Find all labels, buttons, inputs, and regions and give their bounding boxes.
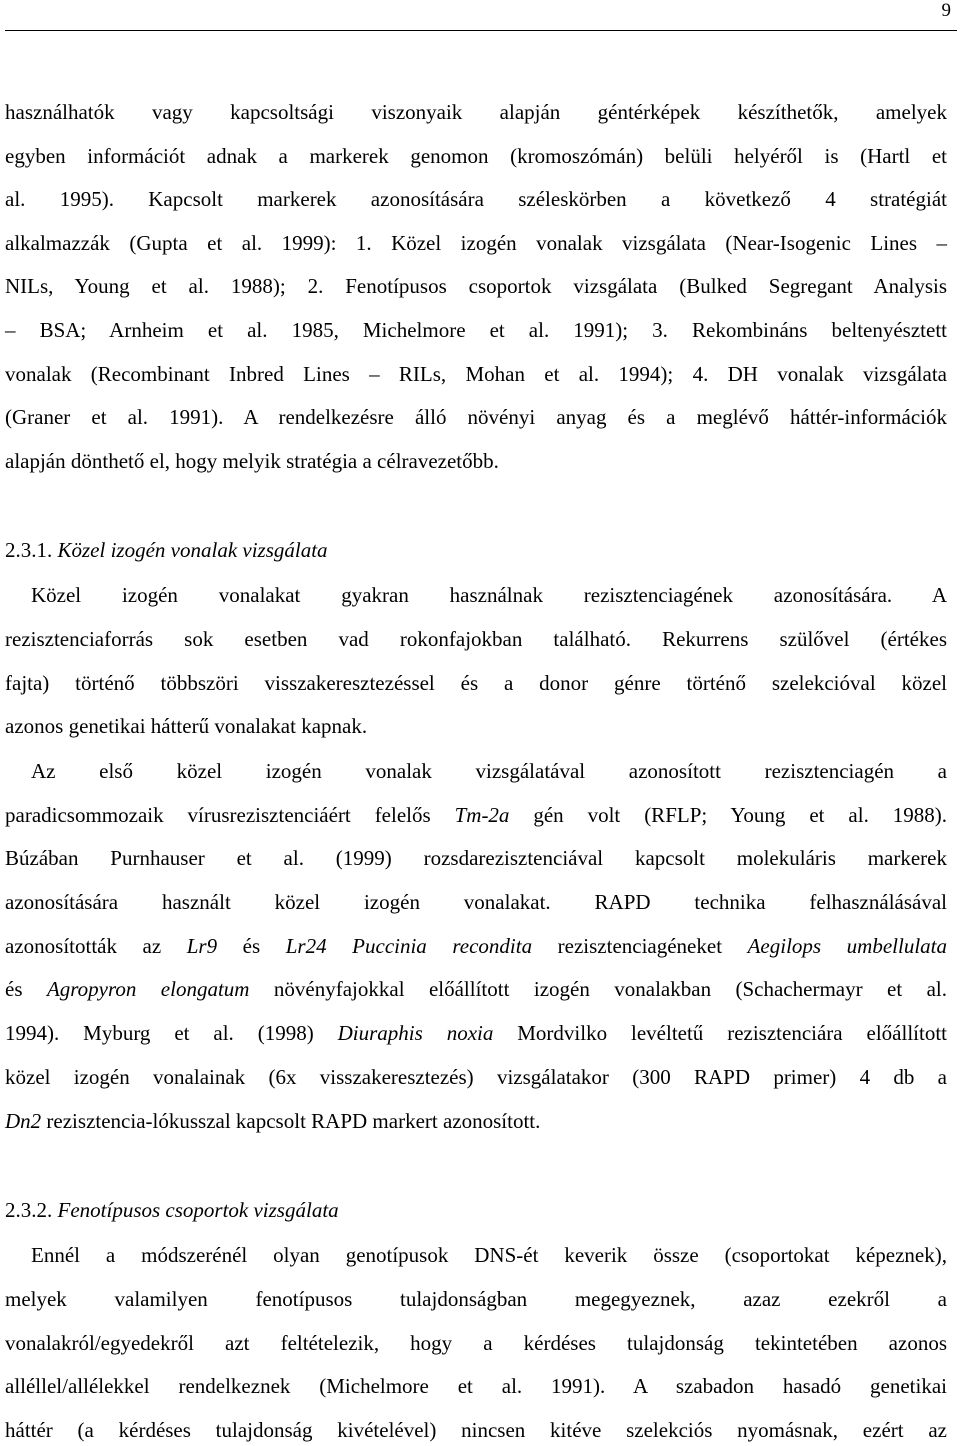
text-line: alléllel/allélekkel rendelkeznek (Michelmore et al. 1991). A szabadon hasadó genetikai: [5, 1374, 947, 1398]
species-name: Agropyron elongatum: [46, 977, 250, 1001]
section-title: Közel izogén vonalak vizsgálata: [57, 538, 328, 562]
text-line: vonalak (Recombinant Inbred Lines – RILs, Mohan et al. 1994); 4. DH vonalak vizsgálata: [5, 362, 947, 386]
text-line: – BSA; Arnheim et al. 1985, Michelmore et al. 1991); 3. Rekombináns beltenyésztett: [5, 318, 947, 342]
gene-name: Tm-2a: [454, 803, 510, 827]
text-line: fajta) történő többszöri visszakeresztezéssel és a donor génre történő szelekcióval közel: [5, 671, 947, 695]
text-line: használhatók vagy kapcsoltsági viszonyaik alapján géntérképek készíthetők, amelyek: [5, 100, 947, 124]
text-line: Dn2 rezisztencia-lókusszal kapcsolt RAPD markert azonosított.: [5, 1109, 541, 1133]
text-line: alapján dönthető el, hogy melyik stratégia a célravezetőbb.: [5, 449, 499, 473]
section-title: Fenotípusos csoportok vizsgálata: [57, 1198, 339, 1222]
text-line: Közel izogén vonalakat gyakran használnak rezisztenciagének azonosítására. A: [31, 583, 947, 607]
text-line: paradicsommozaik vírusrezisztenciáért felelős Tm-2a gén volt (RFLP; Young et al. 1988).: [5, 803, 947, 827]
text-line: Búzában Purnhauser et al. (1999) rozsdarezisztenciával kapcsolt molekuláris markerek: [5, 846, 947, 870]
text-line: NILs, Young et al. 1988); 2. Fenotípusos csoportok vizsgálata (Bulked Segregant Analysis: [5, 274, 947, 298]
species-name: Lr24 Puccinia recondita: [285, 934, 533, 958]
section-number: 2.3.1.: [5, 538, 53, 562]
section-heading-2-3-1: [5, 536, 328, 564]
species-name: Diuraphis noxia: [337, 1021, 494, 1045]
species-name: Aegilops umbellulata: [747, 934, 947, 958]
text-line: háttér (a kérdéses tulajdonság kivételével) nincsen kitéve szelekciós nyomásnak, ezért az: [5, 1418, 947, 1442]
text-line: azonosítására használt közel izogén vonalakat. RAPD technika felhasználásával: [5, 890, 947, 914]
text-line: rezisztenciaforrás sok esetben vad rokonfajokban található. Rekurrens szülővel (értékes: [5, 627, 947, 651]
text-line: vonalakról/egyedekről azt feltételezik, hogy a kérdéses tulajdonság tekintetében azonos: [5, 1331, 947, 1355]
text-line: alkalmazzák (Gupta et al. 1999): 1. Közel izogén vonalak vizsgálata (Near-Isogenic Lines –: [5, 231, 947, 255]
text-line: közel izogén vonalainak (6x visszakeresztezés) vizsgálatakor (300 RAPD primer) 4 db a: [5, 1065, 947, 1089]
text-line: azonosították az Lr9 és Lr24 Puccinia recondita rezisztenciagéneket Aegilops umbellulata: [5, 934, 947, 958]
text-line: (Graner et al. 1991). A rendelkezésre álló növényi anyag és a meglévő háttér-információk: [5, 405, 947, 429]
gene-name: Dn2: [5, 1109, 42, 1133]
section-number: 2.3.2.: [5, 1198, 53, 1222]
text-line: al. 1995). Kapcsolt markerek azonosítására széleskörben a következő 4 stratégiát: [5, 187, 947, 211]
header-rule: [5, 30, 957, 31]
text-line: és Agropyron elongatum növényfajokkal előállított izogén vonalakban (Schachermayr et al.: [5, 977, 948, 1001]
text-line: Az első közel izogén vonalak vizsgálatával azonosított rezisztenciagén a: [31, 759, 947, 783]
text-line: Ennél a módszerénél olyan genotípusok DNS-ét keverik össze (csoportokat képeznek),: [31, 1243, 947, 1267]
text-line: 1994). Myburg et al. (1998) Diuraphis noxia Mordvilko levéltetű rezisztenciára előállított: [5, 1021, 948, 1045]
text-line: melyek valamilyen fenotípusos tulajdonságban megegyeznek, azaz ezekről a: [5, 1287, 947, 1311]
gene-name: Lr9: [186, 934, 218, 958]
section-heading-2-3-2: [5, 1196, 339, 1224]
text-line: azonos genetikai hátterű vonalakat kapnak.: [5, 714, 368, 738]
text-line: egyben információt adnak a markerek genomon (kromoszómán) belüli helyéről is (Hartl et: [5, 144, 947, 168]
page-number: 9: [941, 0, 951, 21]
